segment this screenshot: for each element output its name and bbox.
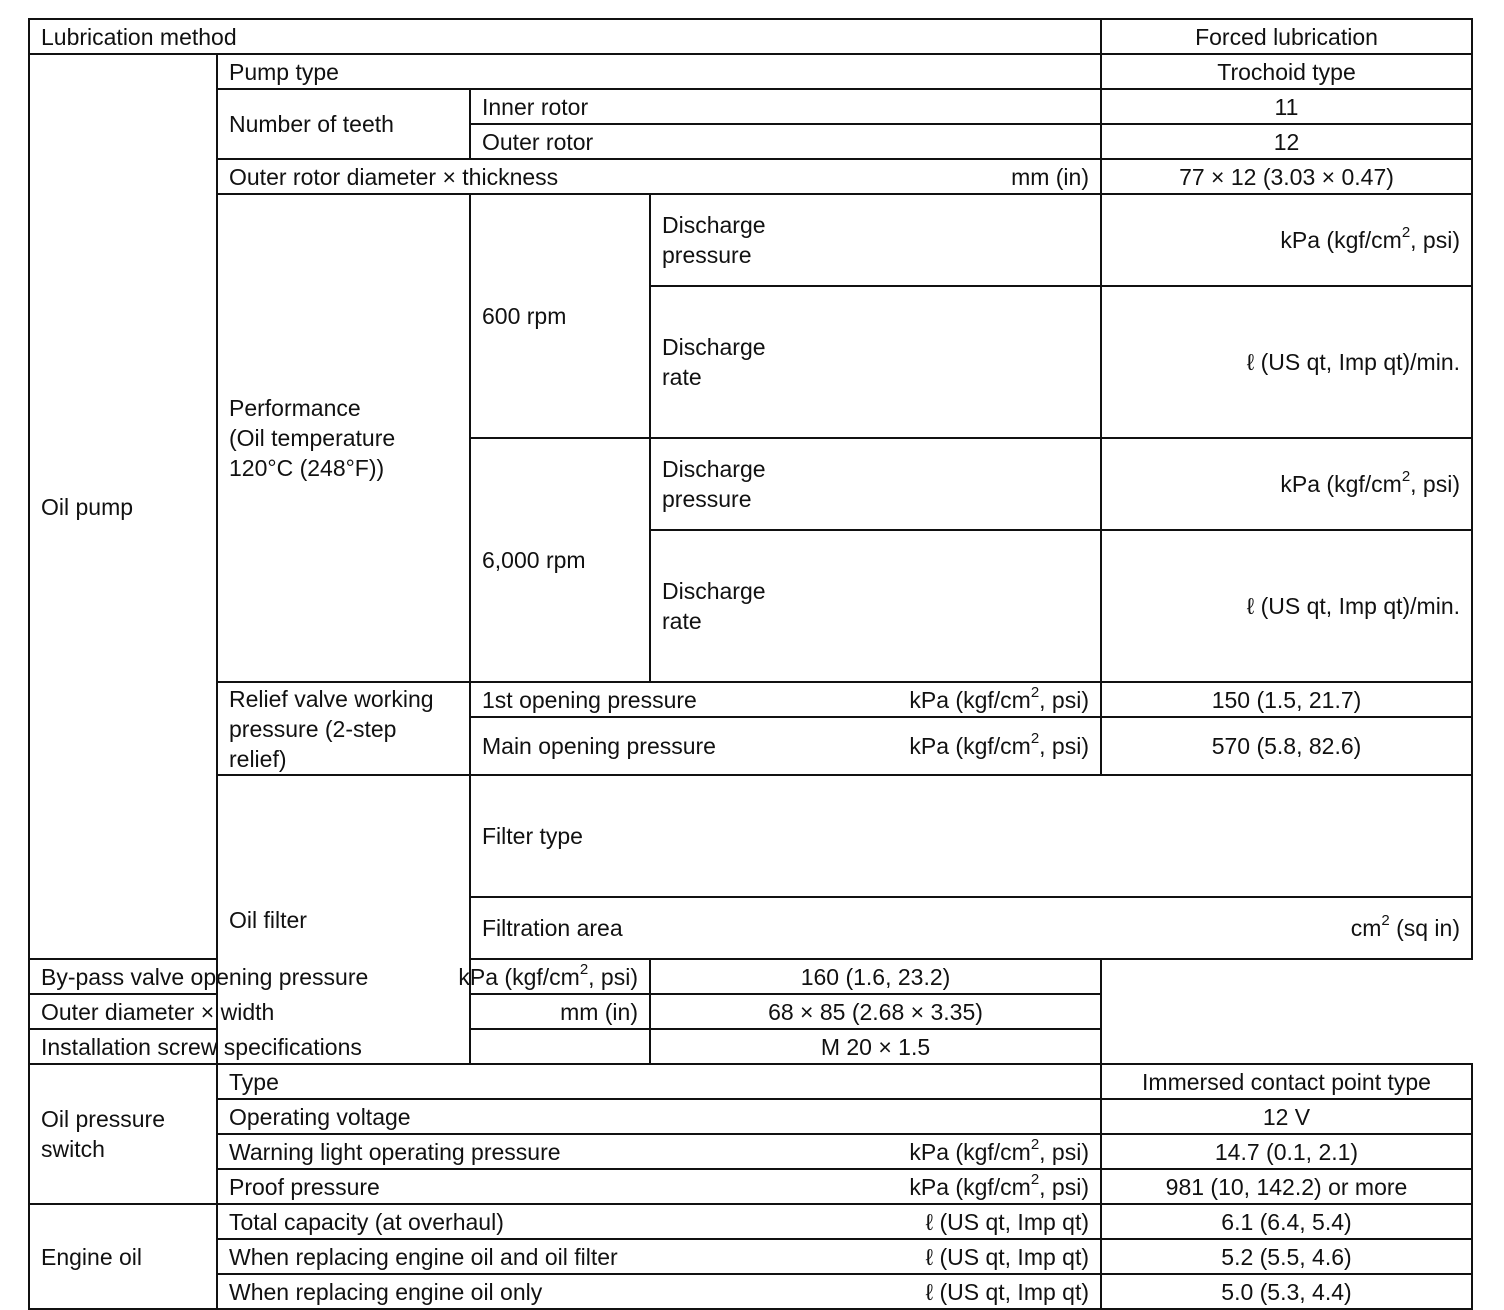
discharge-rate-6000-line1: Discharge bbox=[662, 578, 766, 604]
inner-rotor-label: Inner rotor bbox=[470, 89, 1101, 124]
discharge-rate-600-label bbox=[650, 286, 1101, 438]
rotor-dims-unit: mm (in) bbox=[1011, 163, 1089, 190]
filter-dims-label: Outer diameter × width bbox=[41, 998, 275, 1025]
row-total-capacity bbox=[29, 1204, 1472, 1239]
performance-label bbox=[217, 194, 470, 682]
row-screw bbox=[29, 1029, 1472, 1064]
row-voltage bbox=[29, 1099, 1472, 1134]
relief-valve-line3: relief) bbox=[229, 745, 287, 772]
performance-label-line2: (Oil temperature bbox=[229, 425, 396, 451]
rpm-600-label: 600 rpm bbox=[470, 194, 650, 438]
total-capacity-value: 6.1 (6.4, 5.4) bbox=[1101, 1204, 1472, 1239]
filter-dims-cell bbox=[29, 994, 650, 1029]
discharge-pressure-600-unit: kPa ($kgf/cm^2$, psi) bbox=[1101, 194, 1472, 286]
relief-valve-label bbox=[217, 682, 470, 775]
row-proof bbox=[29, 1169, 1472, 1204]
relief-main-unit: kPa ($kgf/cm^2$, psi) bbox=[909, 730, 1089, 759]
outer-rotor-label: Outer rotor bbox=[470, 124, 1101, 159]
inner-rotor-value: 11 bbox=[1101, 89, 1472, 124]
performance-label-line1: Performance bbox=[229, 395, 361, 421]
proof-cell bbox=[217, 1169, 1101, 1204]
screw-value: M 20 × 1.5 bbox=[650, 1029, 1101, 1064]
proof-label: Proof pressure bbox=[229, 1173, 380, 1200]
row-lubrication-method bbox=[29, 19, 1472, 54]
discharge-pressure-600-label bbox=[650, 194, 1101, 286]
lubrication-method-label: Lubrication method bbox=[29, 19, 1101, 54]
row-oil-only bbox=[29, 1274, 1472, 1309]
row-bypass bbox=[29, 959, 1472, 994]
relief-valve-line1: Relief valve working bbox=[229, 685, 434, 712]
filtration-area-cell bbox=[470, 897, 1472, 959]
proof-unit: kPa ($kgf/cm^2$, psi) bbox=[909, 1170, 1089, 1200]
discharge-rate-600-line1: Discharge bbox=[662, 334, 766, 360]
row-relief-first bbox=[29, 682, 1472, 717]
row-inner-rotor bbox=[29, 89, 1472, 124]
discharge-pressure-600-line2: pressure bbox=[662, 242, 752, 268]
relief-main-cell bbox=[470, 717, 1101, 775]
switch-type-label: Type bbox=[217, 1064, 1101, 1099]
oil-only-label: When replacing engine oil only bbox=[229, 1278, 543, 1305]
bypass-label: By-pass valve opening pressure bbox=[41, 963, 369, 990]
discharge-rate-6000-line2: rate bbox=[662, 608, 702, 634]
pump-type-value: Trochoid type bbox=[1101, 54, 1472, 89]
oil-only-value: 5.0 (5.3, 4.4) bbox=[1101, 1274, 1472, 1309]
total-capacity-cell bbox=[217, 1204, 1101, 1239]
oil-and-filter-value: 5.2 (5.5, 4.6) bbox=[1101, 1239, 1472, 1274]
performance-label-line3: 120°C (248°F)) bbox=[229, 455, 385, 481]
relief-first-cell bbox=[470, 682, 1101, 717]
oil-pressure-switch-line1: Oil pressure bbox=[41, 1106, 165, 1132]
row-oil-and-filter bbox=[29, 1239, 1472, 1274]
warning-label: Warning light operating pressure bbox=[229, 1138, 561, 1165]
relief-first-label: 1st opening pressure bbox=[482, 686, 697, 713]
row-600-pressure bbox=[29, 194, 1472, 286]
discharge-rate-600-unit: ℓ (US qt, Imp qt)/min. bbox=[1101, 286, 1472, 438]
screw-label: Installation screw specifications bbox=[29, 1029, 650, 1064]
discharge-rate-6000-label bbox=[650, 530, 1101, 682]
switch-type-value: Immersed contact point type bbox=[1101, 1064, 1472, 1099]
rotor-dims-cell bbox=[217, 159, 1101, 194]
filter-type-label: Filter type bbox=[470, 775, 1472, 897]
rotor-dims-label: Outer rotor diameter × thickness bbox=[229, 163, 559, 190]
oil-pressure-switch-line2: switch bbox=[41, 1136, 105, 1162]
oil-filter-label: Oil filter bbox=[217, 775, 470, 1064]
discharge-pressure-600-line1: Discharge bbox=[662, 212, 766, 238]
warning-value: 14.7 (0.1, 2.1) bbox=[1101, 1134, 1472, 1169]
oil-and-filter-cell bbox=[217, 1239, 1101, 1274]
row-filter-dims bbox=[29, 994, 1472, 1029]
row-rotor-dims bbox=[29, 159, 1472, 194]
relief-first-value: 150 (1.5, 21.7) bbox=[1101, 682, 1472, 717]
total-capacity-unit: ℓ (US qt, Imp qt) bbox=[925, 1208, 1089, 1235]
oil-only-unit: ℓ (US qt, Imp qt) bbox=[925, 1278, 1089, 1305]
proof-value: 981 (10, 142.2) or more bbox=[1101, 1169, 1472, 1204]
total-capacity-label: Total capacity (at overhaul) bbox=[229, 1208, 504, 1235]
oil-and-filter-label: When replacing engine oil and oil filter bbox=[229, 1243, 618, 1270]
lubrication-method-value: Forced lubrication bbox=[1101, 19, 1472, 54]
relief-main-value: 570 (5.8, 82.6) bbox=[1101, 717, 1472, 775]
bypass-value: 160 (1.6, 23.2) bbox=[650, 959, 1101, 994]
voltage-value: 12 V bbox=[1101, 1099, 1472, 1134]
discharge-pressure-6000-line1: Discharge bbox=[662, 456, 766, 482]
discharge-rate-6000-unit: ℓ (US qt, Imp qt)/min. bbox=[1101, 530, 1472, 682]
discharge-pressure-6000-label bbox=[650, 438, 1101, 530]
filter-dims-unit: mm (in) bbox=[560, 998, 638, 1025]
row-filter-type bbox=[29, 775, 1472, 897]
row-pump-type bbox=[29, 54, 1472, 89]
warning-cell bbox=[217, 1134, 1101, 1169]
warning-unit: kPa ($kgf/cm^2$, psi) bbox=[909, 1135, 1089, 1165]
oil-pressure-switch-label bbox=[29, 1064, 217, 1204]
rpm-6000-label: 6,000 rpm bbox=[470, 438, 650, 682]
rotor-dims-value: 77 × 12 (3.03 × 0.47) bbox=[1101, 159, 1472, 194]
discharge-rate-600-line2: rate bbox=[662, 364, 702, 390]
relief-valve-line2: pressure (2-step bbox=[229, 715, 397, 742]
filtration-area-label: Filtration area bbox=[482, 915, 623, 941]
relief-main-label: Main opening pressure bbox=[482, 733, 716, 759]
oil-and-filter-unit: ℓ (US qt, Imp qt) bbox=[925, 1243, 1089, 1270]
row-switch-type bbox=[29, 1064, 1472, 1099]
bypass-cell bbox=[29, 959, 650, 994]
voltage-label: Operating voltage bbox=[217, 1099, 1101, 1134]
number-of-teeth-label: Number of teeth bbox=[217, 89, 470, 159]
discharge-pressure-6000-line2: pressure bbox=[662, 486, 752, 512]
engine-oil-label: Engine oil bbox=[29, 1204, 217, 1309]
oil-only-cell bbox=[217, 1274, 1101, 1309]
lubrication-spec-table bbox=[28, 18, 1473, 1310]
discharge-pressure-6000-unit: kPa ($kgf/cm^2$, psi) bbox=[1101, 438, 1472, 530]
filter-dims-value: 68 × 85 (2.68 × 3.35) bbox=[650, 994, 1101, 1029]
filtration-area-unit: $cm^2$ (sq in) bbox=[1350, 912, 1460, 941]
pump-type-label: Pump type bbox=[217, 54, 1101, 89]
oil-pump-label: Oil pump bbox=[29, 54, 217, 959]
bypass-unit: kPa ($kgf/cm^2$, psi) bbox=[458, 960, 638, 990]
relief-first-unit: kPa ($kgf/cm^2$, psi) bbox=[909, 683, 1089, 713]
outer-rotor-value: 12 bbox=[1101, 124, 1472, 159]
row-warning bbox=[29, 1134, 1472, 1169]
